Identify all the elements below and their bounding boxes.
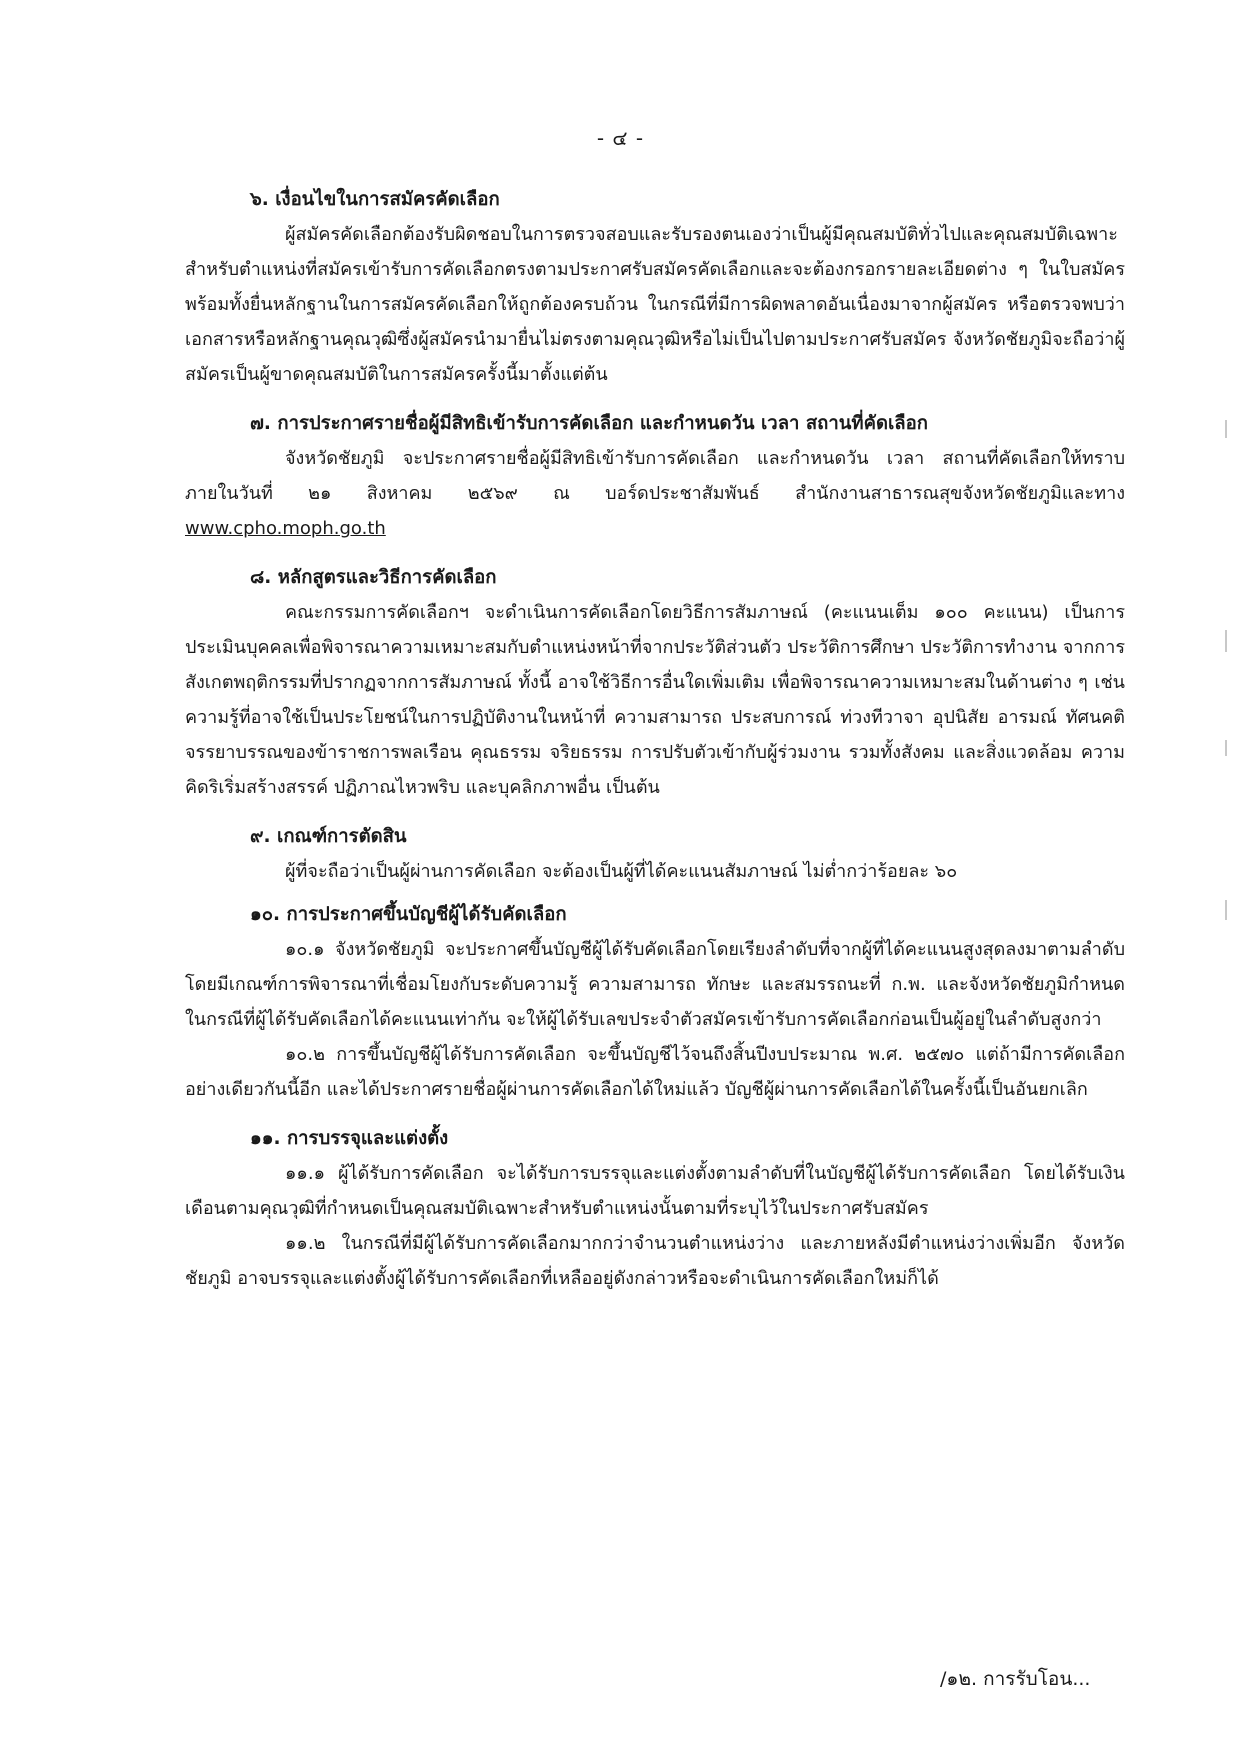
section-8 (185, 560, 1125, 805)
page-number: - ๔ - (596, 126, 645, 150)
section-6 (185, 182, 1125, 392)
paragraph: ๑๑.๑ ผู้ได้รับการคัดเลือก จะได้รับการบรรจุและแต่งตั้งตามลำดับที่ในบัญชีผู้ได้รับการคัดเลือก โดยได้รับเงินเดือนตามคุณวุฒิที่กำหนดเป็นคุณสมบัติเฉพาะสำหรับตำแหน่งนั้นตามที่ระบุไว้ในประกาศรับสมัคร (185, 1163, 1125, 1219)
section-7 (185, 406, 1125, 546)
paragraph: คณะกรรมการคัดเลือกฯ จะดำเนินการคัดเลือกโดยวิธีการสัมภาษณ์ (คะแนนเต็ม ๑๐๐ คะแนน) เป็นการประเมินบุคคลเพื่อพิจารณาความเหมาะสมกับตำแหน่งหน้าที่จากประวัติส่วนตัว ประวัติการศึกษา ประวัติการทำงาน จากการสังเกตพฤติกรรมที่ปรากฏจากการสัมภาษณ์ ทั้งนี้ อาจใช้วิธีการอื่นใดเพิ่มเติม เพื่อพิจารณาความเหมาะสมในด้านต่าง ๆ เช่น ความรู้ที่อาจใช้เป็นประโยชน์ในการปฏิบัติงานในหน้าที่ ความสามารถ ประสบการณ์ ท่วงทีวาจา อุปนิสัย อารมณ์ ทัศนคติ จรรยาบรรณของข้าราชการพลเรือน คุณธรรม จริยธรรม การปรับตัวเข้ากับผู้ร่วมงาน รวมทั้งสังคม และสิ่งแวดล้อม ความคิดริเริ่มสร้างสรรค์ ปฏิภาณไหวพริบ และบุคลิกภาพอื่น เป็นต้น (185, 602, 1125, 798)
website-link[interactable]: www.cpho.moph.go.th (185, 518, 386, 539)
paragraph: ๑๐.๒ การขึ้นบัญชีผู้ได้รับการคัดเลือก จะขึ้นบัญชีไว้จนถึงสิ้นปีงบประมาณ พ.ศ. ๒๕๗๐ แต่ถ้ามีการคัดเลือกอย่างเดียวกันนี้อีก และได้ประกาศรายชื่อผู้ผ่านการคัดเลือกได้ใหม่แล้ว บัญชีผู้ผ่านการคัดเลือกได้ในครั้งนี้เป็นอันยกเลิก (185, 1044, 1125, 1100)
scan-edge-marks (1225, 380, 1227, 1080)
paragraph: ๑๐.๑ จังหวัดชัยภูมิ จะประกาศขึ้นบัญชีผู้ได้รับคัดเลือกโดยเรียงลำดับที่จากผู้ที่ได้คะแนนสูงสุดลงมาตามลำดับ โดยมีเกณฑ์การพิจารณาที่เชื่อมโยงกับระดับความรู้ ความสามารถ ทักษะ และสมรรถนะที่ ก.พ. และจังหวัดชัยภูมิกำหนด ในกรณีที่ผู้ได้รับคัดเลือกได้คะแนนเท่ากัน จะให้ผู้ได้รับเลขประจำตัวสมัครเข้ารับการคัดเลือกก่อนเป็นผู้อยู่ในลำดับสูงกว่า (185, 939, 1125, 1030)
paragraph: ผู้สมัครคัดเลือกต้องรับผิดชอบในการตรวจสอบและรับรองตนเองว่าเป็นผู้มีคุณสมบัติทั่วไปและคุณสมบัติเฉพาะสำหรับตำแหน่งที่สมัครเข้ารับการคัดเลือกตรงตามประกาศรับสมัครคัดเลือกและจะต้องกรอกรายละเอียดต่าง ๆ ในใบสมัคร พร้อมทั้งยื่นหลักฐานในการสมัครคัดเลือกให้ถูกต้องครบถ้วน ในกรณีที่มีการผิดพลาดอันเนื่องมาจากผู้สมัคร หรือตรวจพบว่าเอกสารหรือหลักฐานคุณวุฒิซึ่งผู้สมัครนำมายื่นไม่ตรงตามคุณวุฒิหรือไม่เป็นไปตามประกาศรับสมัคร จังหวัดชัยภูมิจะถือว่าผู้สมัครเป็นผู้ขาดคุณสมบัติในการสมัครครั้งนี้มาตั้งแต่ต้น (185, 224, 1125, 385)
section-10 (185, 897, 1125, 1107)
section-heading: ๘. หลักสูตรและวิธีการคัดเลือก (250, 567, 497, 588)
section-9 (185, 819, 1125, 889)
section-11 (185, 1121, 1125, 1296)
section-heading: ๗. การประกาศรายชื่อผู้มีสิทธิเข้ารับการคัดเลือก และกำหนดวัน เวลา สถานที่คัดเลือก (250, 413, 928, 434)
paragraph (185, 441, 1125, 546)
continuation-note: /๑๒. การรับโอน... (940, 1668, 1091, 1690)
paragraph-text: จังหวัดชัยภูมิ จะประกาศรายชื่อผู้มีสิทธิเข้ารับการคัดเลือก และกำหนดวัน เวลา สถานที่คัดเลือกให้ทราบภายในวันที่ ๒๑ สิงหาคม ๒๕๖๙ ณ บอร์ดประชาสัมพันธ์ สำนักงานสาธารณสุขจังหวัดชัยภูมิและทาง (185, 448, 1125, 504)
section-heading: ๑๑. การบรรจุและแต่งตั้ง (250, 1128, 449, 1149)
section-heading: ๖. เงื่อนไขในการสมัครคัดเลือก (250, 189, 500, 210)
section-heading: ๑๐. การประกาศขึ้นบัญชีผู้ได้รับคัดเลือก (250, 904, 567, 925)
paragraph: ๑๑.๒ ในกรณีที่มีผู้ได้รับการคัดเลือกมากกว่าจำนวนตำแหน่งว่าง และภายหลังมีตำแหน่งว่างเพิ่มอีก จังหวัดชัยภูมิ อาจบรรจุและแต่งตั้งผู้ได้รับการคัดเลือกที่เหลืออยู่ดังกล่าวหรือจะดำเนินการคัดเลือกใหม่ก็ได้ (185, 1233, 1125, 1289)
section-heading: ๙. เกณฑ์การตัดสิน (250, 826, 407, 847)
paragraph: ผู้ที่จะถือว่าเป็นผู้ผ่านการคัดเลือก จะต้องเป็นผู้ที่ได้คะแนนสัมภาษณ์ ไม่ต่ำกว่าร้อยละ ๖๐ (285, 861, 958, 882)
document-body (185, 182, 1125, 1296)
